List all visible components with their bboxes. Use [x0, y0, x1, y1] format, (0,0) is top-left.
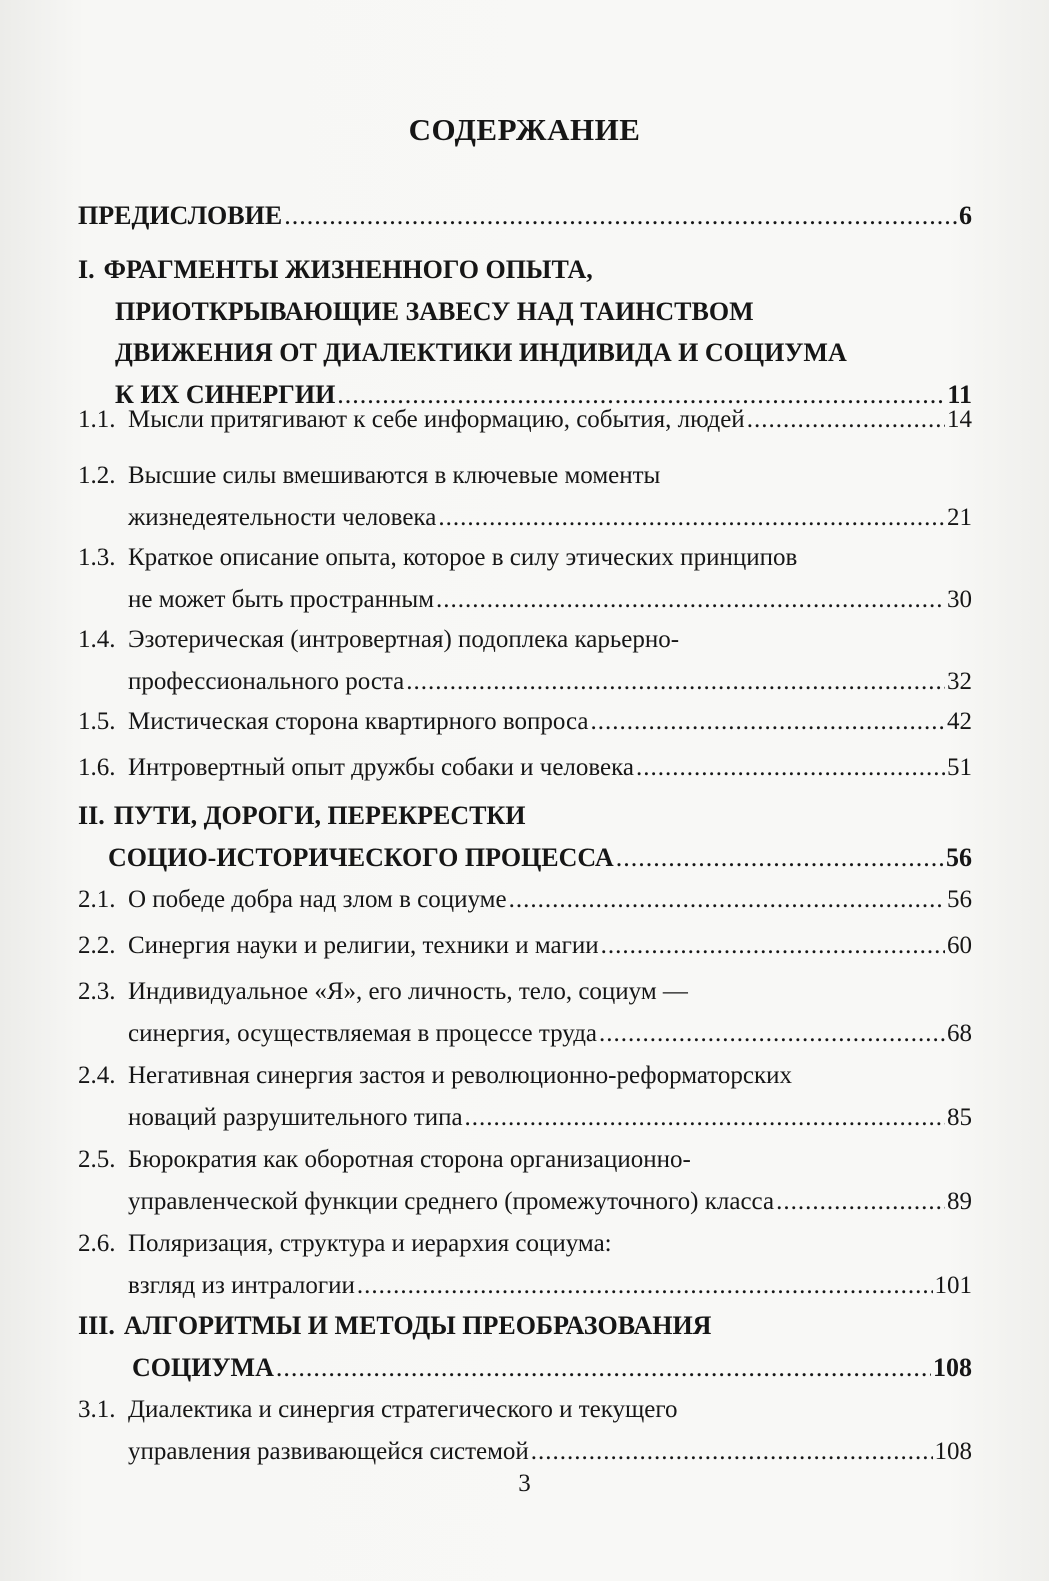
toc-entry-line [128, 1014, 972, 1053]
toc-entry-line [128, 620, 679, 659]
toc-entry-text: Бюрократия как оборотная сторона организационно- [128, 1146, 691, 1173]
toc-entry-text: новаций разрушительного типа [128, 1103, 463, 1131]
toc-page-number: 108 [933, 1352, 972, 1382]
dot-leader [531, 1432, 933, 1471]
dot-leader [357, 1266, 933, 1305]
toc-entry-line [128, 498, 972, 537]
toc-page-number: 21 [947, 503, 972, 531]
dot-leader [276, 1348, 931, 1387]
toc-entry-text: Поляризация, структура и иерархия социума: [128, 1230, 612, 1257]
toc-entry-text: управленческой функции среднего (промежуточного) класса [128, 1187, 775, 1215]
toc-entry-text: ДВИЖЕНИЯ ОТ ДИАЛЕКТИКИ ИНДИВИДА И СОЦИУМА [115, 338, 847, 367]
toc-entry-number: 2.5. [78, 1146, 116, 1173]
toc-entry-line [128, 1432, 972, 1471]
toc-page-number: 56 [946, 842, 972, 872]
toc-entry-text: ПРЕДИСЛОВИЕ [78, 201, 283, 230]
toc-entry-line [128, 538, 797, 577]
toc-entry-line [128, 400, 972, 439]
toc-entry-line [78, 796, 526, 835]
toc-entry-line [128, 926, 972, 965]
toc-entry-number: 1.4. [78, 626, 116, 653]
toc-entry-number: 1.3. [78, 544, 116, 571]
dot-leader [591, 702, 945, 741]
toc-entry-text: Диалектика и синергия стратегического и текущего [128, 1396, 678, 1423]
toc-entry-line [128, 1056, 792, 1095]
toc-page-number: 60 [947, 932, 972, 959]
toc-entry-text: профессионального роста [128, 667, 405, 695]
toc-entry-text: Негативная синергия застоя и революционно-реформаторских [128, 1062, 793, 1089]
toc-entry-line [128, 1182, 972, 1221]
toc-entry-line [78, 250, 593, 289]
toc-page-number: 101 [934, 1271, 972, 1299]
toc-entry-text: Интровертный опыт дружбы собаки и человека [128, 754, 635, 781]
toc-entry-number: 1.2. [78, 462, 116, 489]
toc-entry-text: О победе добра над злом в социуме [128, 886, 507, 913]
toc-entry-text: управления развивающейся системой [128, 1437, 529, 1465]
dot-leader [284, 196, 957, 235]
toc-entry-text: Краткое описание опыта, которое в силу этических принципов [128, 544, 798, 571]
toc-entry-number: 2.2. [78, 932, 116, 959]
toc-page-number: 89 [947, 1187, 972, 1215]
toc-entry-number: 2.4. [78, 1062, 116, 1089]
toc-entry-text: взгляд из интралогии [128, 1271, 355, 1299]
toc-entry-line [128, 456, 660, 495]
dot-leader [601, 926, 945, 965]
dot-leader [509, 880, 945, 919]
toc-entry-line [128, 1266, 972, 1305]
toc-entry-number: II. [78, 801, 105, 830]
toc-entry-line [128, 662, 972, 701]
toc-entry-text: ПУТИ, ДОРОГИ, ПЕРЕКРЕСТКИ [113, 801, 526, 830]
dot-leader [747, 400, 945, 439]
toc-page-number: 14 [947, 406, 972, 433]
toc-entry-line [128, 972, 688, 1011]
toc-entry-line [132, 1348, 972, 1387]
dot-leader [436, 580, 945, 619]
toc-entry-line [128, 748, 972, 787]
toc-entry-text: ФРАГМЕНТЫ ЖИЗНЕННОГО ОПЫТА, [103, 255, 593, 284]
toc-entry-line [115, 333, 847, 372]
toc-entry-line [128, 1140, 691, 1179]
toc-entry-number: III. [78, 1311, 115, 1340]
toc-page-number: 56 [947, 886, 972, 913]
toc-page-number: 6 [959, 201, 972, 230]
toc-entry-text: К ИХ СИНЕРГИИ [115, 379, 336, 409]
dot-leader [776, 1182, 945, 1221]
dot-leader [599, 1014, 945, 1053]
toc-entry-text: Индивидуальное «Я», его личность, тело, социум — [128, 978, 688, 1005]
toc-page-number: 42 [947, 708, 972, 735]
dot-leader [438, 498, 945, 537]
toc-entry-line [128, 880, 972, 919]
toc-entry-text: не может быть пространным [128, 585, 435, 613]
toc-entry-number: 2.6. [78, 1230, 116, 1257]
toc-page-number: 11 [947, 379, 972, 409]
toc-entry-number: 2.3. [78, 978, 116, 1005]
toc-page-number: 30 [947, 585, 972, 613]
toc-entry-text: жизнедеятельности человека [128, 503, 437, 531]
toc-entry-number: 1.1. [78, 406, 116, 433]
toc-entry-line [128, 1224, 612, 1263]
toc-entry-line [108, 838, 972, 877]
dot-leader [636, 748, 945, 787]
toc-entry-number: 2.1. [78, 886, 116, 913]
toc-entry-text: АЛГОРИТМЫ И МЕТОДЫ ПРЕОБРАЗОВАНИЯ [123, 1311, 712, 1340]
toc-entry-line [128, 702, 972, 741]
toc-entry-text: СОЦИУМА [132, 1352, 274, 1382]
toc-entry-line [128, 1098, 972, 1137]
toc-page-number: 68 [947, 1019, 972, 1047]
toc-entry-text: ПРИОТКРЫВАЮЩИЕ ЗАВЕСУ НАД ТАИНСТВОМ [115, 296, 754, 326]
dot-leader [406, 662, 945, 701]
toc-entry-text: Эзотерическая (интровертная) подоплека карьерно- [128, 626, 680, 653]
toc-entry-line [78, 196, 972, 235]
toc-entry-line [115, 292, 754, 331]
page-number: 3 [518, 1470, 531, 1497]
toc-entry-line [128, 580, 972, 619]
toc-page-number: 108 [934, 1437, 972, 1465]
toc-entry-text: Высшие силы вмешиваются в ключевые моменты [128, 462, 661, 489]
toc-entry-number: 1.5. [78, 708, 116, 735]
toc-entry-text: СОЦИО-ИСТОРИЧЕСКОГО ПРОЦЕССА [108, 842, 614, 872]
page-title: СОДЕРЖАНИЕ [408, 112, 641, 147]
dot-leader [616, 838, 944, 877]
toc-entry-text: синергия, осуществляемая в процессе труда [128, 1019, 598, 1047]
dot-leader [465, 1098, 945, 1137]
toc-entry-line [78, 1306, 711, 1345]
toc-entry-number: I. [78, 255, 95, 284]
toc-page-number: 51 [947, 754, 972, 781]
toc-entry-text: Мистическая сторона квартирного вопроса [128, 708, 589, 735]
toc-entry-text: Мысли притягивают к себе информацию, события, людей [128, 406, 745, 433]
toc-page-number: 32 [947, 667, 972, 695]
toc-entry-number: 1.6. [78, 754, 116, 781]
toc-entry-number: 3.1. [78, 1396, 116, 1423]
toc-entry-line [128, 1390, 678, 1429]
toc-page-number: 85 [947, 1103, 972, 1131]
toc-entry-text: Синергия науки и религии, техники и магии [128, 932, 599, 959]
